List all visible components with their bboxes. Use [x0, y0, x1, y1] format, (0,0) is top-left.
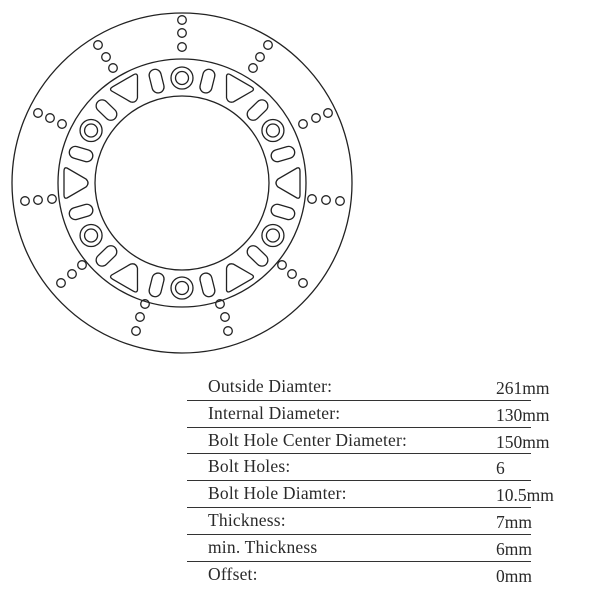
center-bore: [95, 96, 269, 270]
bolt-hole: [176, 282, 189, 295]
spec-label: min. Thickness: [208, 536, 318, 557]
bolt-hole: [176, 72, 189, 85]
slot-group: [245, 97, 271, 122]
drilled-hole: [308, 195, 317, 204]
spec-row-bolt-hole-diameter: [187, 481, 600, 508]
cutout-group: [64, 168, 88, 198]
spec-label: Bolt Holes:: [208, 456, 291, 477]
slot-group: [199, 68, 216, 94]
triangular-cutout: [276, 168, 300, 198]
slot-group: [199, 272, 216, 298]
bolt-hole-boss: [262, 225, 284, 247]
slot-group: [270, 203, 296, 221]
spec-row-bolt-holes: [187, 454, 600, 481]
bolt-hole-boss: [262, 120, 284, 142]
slot: [199, 272, 216, 298]
spec-label: Outside Diamter:: [208, 376, 333, 396]
bolt-hole-boss: [80, 225, 102, 247]
slot: [94, 243, 120, 268]
slot: [68, 203, 94, 221]
cutout-group: [276, 168, 300, 198]
spec-label: Bolt Hole Diamter:: [208, 483, 347, 504]
drilled-hole: [102, 53, 111, 62]
drilled-hole: [48, 195, 57, 204]
drilled-hole: [288, 270, 297, 279]
bolt-hole: [266, 124, 279, 137]
drilled-hole: [136, 313, 145, 322]
spec-row-outside-diameter: [187, 374, 600, 401]
drilled-hole: [78, 261, 87, 270]
drilled-hole: [299, 120, 308, 129]
drilled-hole: [322, 196, 331, 205]
spec-row-min-thickness: [187, 535, 600, 562]
drilled-hole: [178, 29, 187, 38]
spec-label: Thickness:: [208, 509, 286, 530]
spec-value: 0mm: [496, 565, 532, 586]
drilled-hole: [324, 109, 333, 118]
drilled-hole: [57, 279, 66, 288]
disc-outlines: [12, 13, 352, 353]
drilled-hole: [34, 109, 43, 118]
bolt-hole-boss: [171, 67, 193, 89]
spec-value: 6mm: [496, 538, 532, 559]
slot-group: [94, 97, 120, 122]
carrier-cutouts: [64, 73, 300, 293]
drilled-hole: [336, 197, 345, 206]
drilled-hole: [46, 114, 55, 123]
spec-label: Bolt Hole Center Diameter:: [208, 429, 408, 450]
slot-group: [68, 145, 94, 163]
slot-group: [148, 68, 165, 94]
drilled-hole: [68, 270, 77, 279]
drilled-hole: [256, 53, 265, 62]
spec-value: 6: [496, 458, 505, 479]
outer-edge: [12, 13, 352, 353]
slot: [270, 203, 296, 221]
triangular-cutout: [64, 168, 88, 198]
spec-row-internal-diameter: [187, 401, 600, 428]
slot: [148, 272, 165, 298]
slot: [270, 145, 296, 163]
drilled-hole: [21, 197, 30, 206]
drilled-hole: [178, 16, 187, 25]
slot: [199, 68, 216, 94]
drilled-hole: [178, 43, 187, 52]
spec-value: 7mm: [496, 511, 532, 532]
bolt-hole-boss: [171, 277, 193, 299]
bolt-hole-boss: [80, 120, 102, 142]
spec-row-thickness: [187, 508, 600, 535]
drilled-hole: [94, 41, 103, 50]
drilled-hole: [109, 64, 118, 73]
drilled-hole: [278, 261, 287, 270]
drilled-hole: [249, 64, 258, 73]
drilled-hole: [132, 327, 141, 336]
drilled-hole: [299, 279, 308, 288]
spec-value: 150mm: [496, 431, 550, 452]
bolt-holes: [80, 67, 284, 299]
bolt-hole: [85, 124, 98, 137]
drilled-holes: [21, 16, 345, 336]
spec-label: Internal Diameter:: [208, 402, 341, 423]
spec-row-bolt-hole-center-diameter: [187, 428, 600, 455]
spec-value: 10.5mm: [496, 485, 554, 506]
drilled-hole: [58, 120, 67, 129]
drilled-hole: [264, 41, 273, 50]
slot: [148, 68, 165, 94]
spec-row-offset: [187, 562, 600, 589]
slot: [94, 97, 120, 122]
spec-value: 261mm: [496, 378, 550, 398]
bolt-hole: [266, 229, 279, 242]
brake-disc-drawing: [0, 0, 370, 370]
drilled-hole: [34, 196, 43, 205]
carrier-slots: [68, 68, 296, 298]
drilled-hole: [312, 114, 321, 123]
drilled-hole: [224, 327, 233, 336]
spec-value: 130mm: [496, 404, 550, 425]
drilled-hole: [221, 313, 230, 322]
slot-group: [245, 243, 271, 268]
slot: [68, 145, 94, 163]
slot: [245, 97, 271, 122]
specification-table: [187, 374, 600, 588]
spec-label: Offset:: [208, 563, 258, 584]
slot-group: [94, 243, 120, 268]
slot-group: [270, 145, 296, 163]
bolt-hole: [85, 229, 98, 242]
slot-group: [68, 203, 94, 221]
slot: [245, 243, 271, 268]
slot-group: [148, 272, 165, 298]
